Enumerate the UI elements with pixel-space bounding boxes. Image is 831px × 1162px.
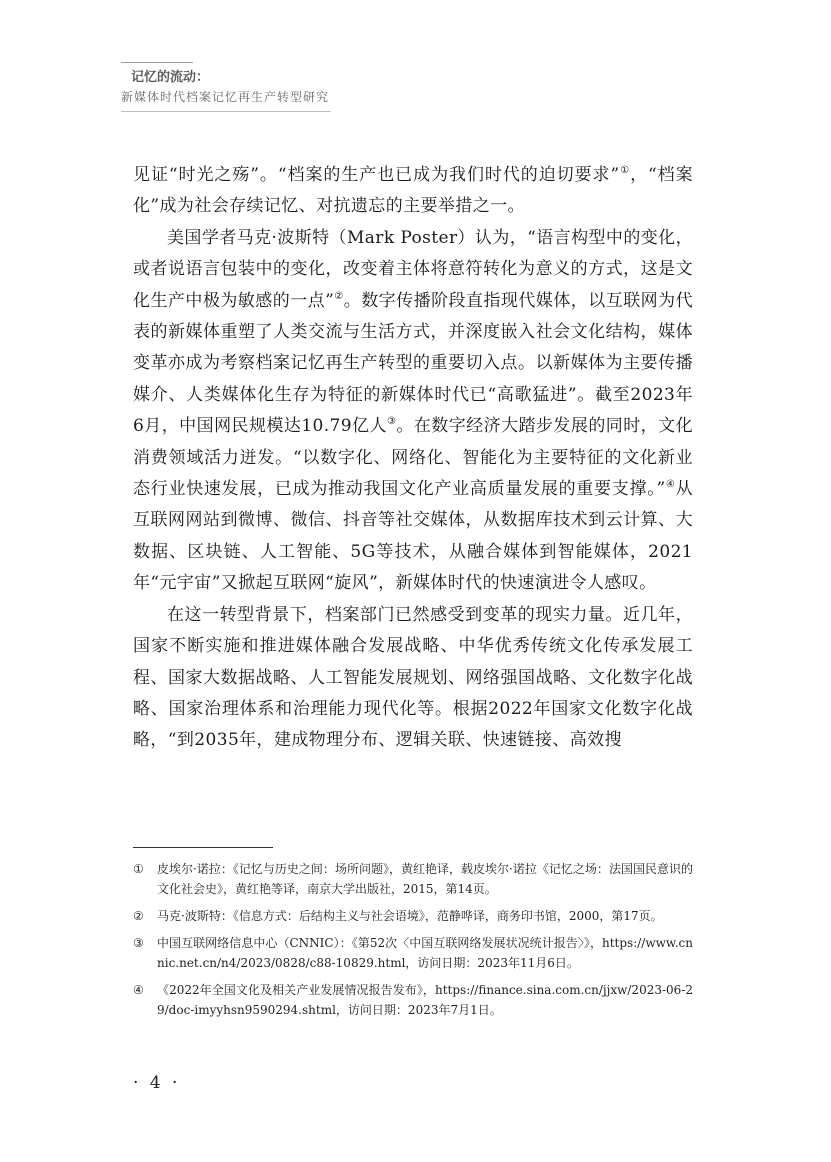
paragraph-text: 。在数字经济大踏步发展的同时，文化消费领域活力迸发。“以数字化、网络化、智能化为主要特征的文化新业态行业快速发展，已成为推动我国文化产业高质量发展的重要支撑。” [133, 416, 693, 500]
footnote-separator [133, 847, 273, 848]
body-text [133, 160, 693, 757]
footnote-reference[interactable]: ③ [386, 416, 397, 428]
footnote-mark: ② [133, 909, 144, 923]
running-header [121, 62, 331, 112]
paragraph-text: 见证“时光之殇”。“档案的生产也已成为我们时代的迫切要求” [133, 165, 620, 185]
body-paragraph [133, 223, 693, 600]
paragraph-text: 美国学者马克·波斯特（Mark Poster）认为，“语言构型中的变化，或者说语言包装中的变化，改变着主体将意符转化为意义的方式，这是文化生产中极为敏感的一点” [133, 227, 693, 311]
footnotes [133, 859, 693, 1027]
book-title: 记忆的流动： [131, 70, 210, 85]
paragraph-text: 在这一转型背景下，档案部门已然感受到变革的现实力量。近几年，国家不断实施和推进媒体融合发展战略、中华优秀传统文化传承发展工程、国家大数据战略、人工智能发展规划、网络强国战略、文化数字化战略、国家治理体系和治理能力现代化等。根据2022年国家文化数字化战略，“到2035年，建成物理分布、逻辑关联、快速链接、高效搜 [133, 604, 693, 751]
footnote-item [133, 980, 693, 1020]
footnote-text: 中国互联网络信息中心（CNNIC）：《第52次〈中国互联网络发展状况统计报告〉》，https://www.cnnic.net.cn/n4/2023/0828/c88-10829.html，访问日期：2023年11月6日。 [157, 936, 693, 970]
paragraph-text: ，“档案化”成为社会存续记忆、对抗遗忘的主要举措之一。 [133, 165, 693, 217]
footnote-mark: ① [133, 862, 144, 876]
footnote-text: 马克·波斯特：《信息方式：后结构主义与社会语境》，范静哗译，商务印书馆，2000，第17页。 [157, 909, 663, 923]
footnote-item [133, 933, 693, 973]
footnote-text: 《2022年全国文化及相关产业发展情况报告发布》，https://finance.sina.com.cn/jjxw/2023-06-29/doc-imyyhsn9590294.shtml，访问日期：2023年7月1日。 [157, 983, 693, 1017]
paragraph-text: 。数字传播阶段直指现代媒体，以互联网为代表的新媒体重塑了人类交流与生活方式，并深度嵌入社会文化结构，媒体变革亦成为考察档案记忆再生产转型的重要切入点。以新媒体为主要传播媒介、人类媒体化生存为特征的新媒体时代已“高歌猛进”。截至2023年6月，中国网民规模达10.79亿人 [133, 290, 693, 437]
footnote-mark: ④ [133, 983, 144, 997]
footnote-item [133, 906, 693, 926]
footnote-reference[interactable]: ① [619, 165, 631, 176]
footnote-item [133, 859, 693, 899]
header-rule-top [121, 62, 193, 63]
page-number: · 4 · [133, 1073, 181, 1093]
book-subtitle: 新媒体时代档案记忆再生产转型研究 [121, 90, 330, 104]
footnote-reference[interactable]: ② [334, 290, 344, 302]
footnote-reference[interactable]: ④ [665, 479, 676, 491]
footnote-text: 皮埃尔·诺拉：《记忆与历史之间：场所问题》，黄红艳译，载皮埃尔·诺拉《记忆之场：法国国民意识的文化社会史》，黄红艳等译，南京大学出版社，2015，第14页。 [157, 862, 693, 896]
header-rule-bottom [121, 111, 331, 112]
body-paragraph [133, 160, 693, 223]
footnote-mark: ③ [133, 936, 144, 950]
body-paragraph [133, 600, 693, 757]
paragraph-text: 从互联网网站到微博、微信、抖音等社交媒体，从数据库技术到云计算、大数据、区块链、人工智能、5G等技术，从融合媒体到智能媒体，2021年“元宇宙”又掀起互联网“旋风”，新媒体时代的快速演进令人感叹。 [133, 479, 693, 594]
